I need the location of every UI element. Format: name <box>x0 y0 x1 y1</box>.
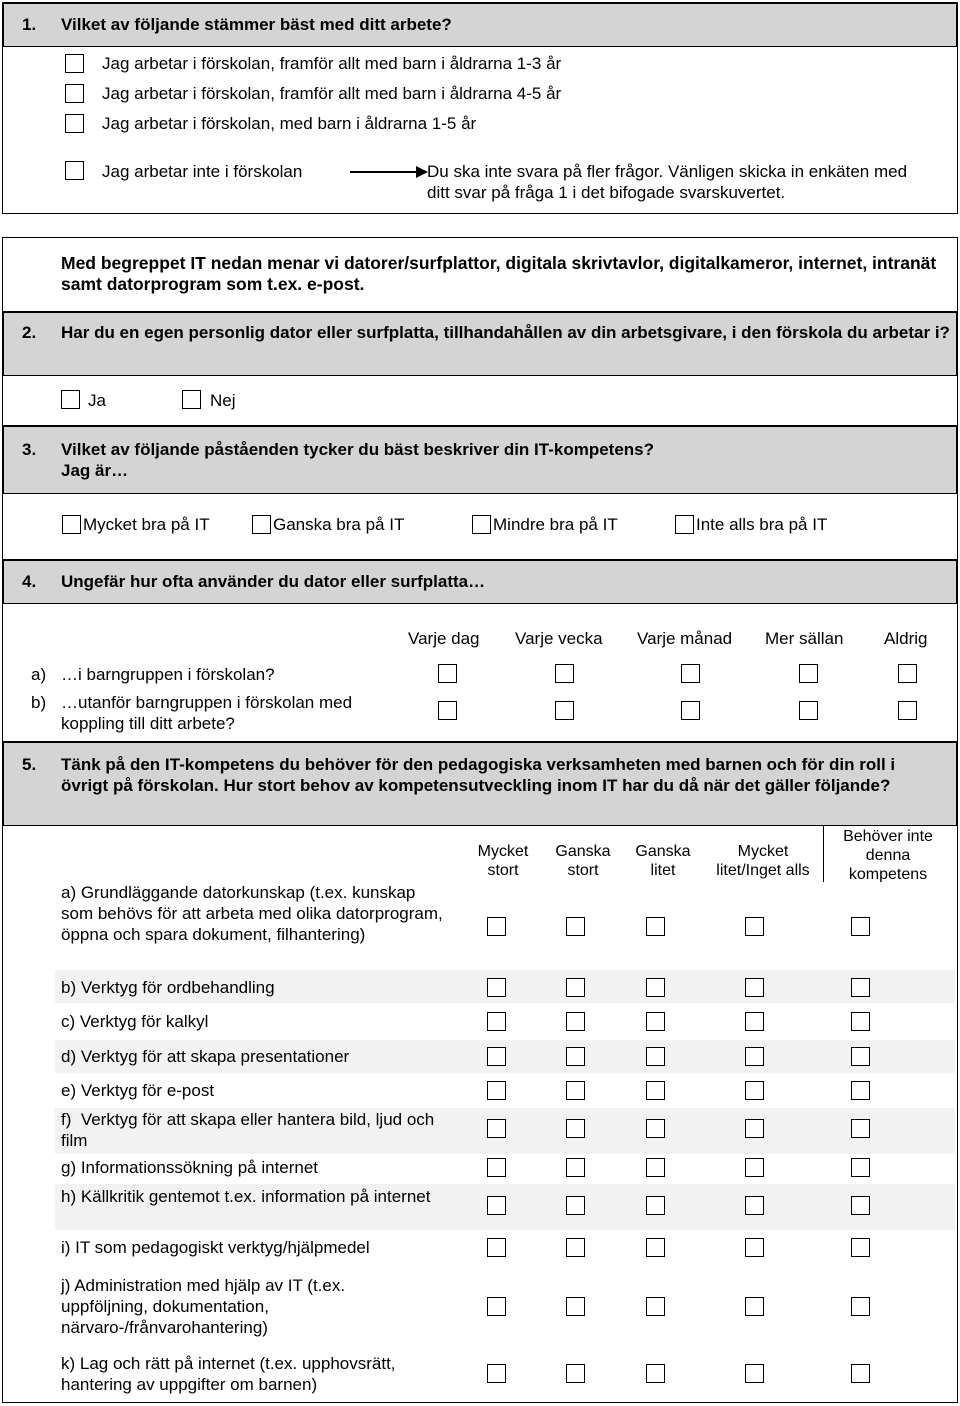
q5-d-col-2-checkbox[interactable] <box>566 1047 585 1066</box>
q5-h-col-4-checkbox[interactable] <box>745 1196 764 1215</box>
q5-c-col-3-checkbox[interactable] <box>646 1012 665 1031</box>
q5-row-d-text: d) Verktyg för att skapa presentationer <box>61 1047 350 1066</box>
q5-f-col-1-checkbox[interactable] <box>487 1119 506 1138</box>
q4-row-b-letter: b) <box>31 693 47 712</box>
q3-option-4-label: Inte alls bra på IT <box>696 515 828 534</box>
q5-k-col-1-checkbox[interactable] <box>487 1364 506 1383</box>
q4-b-mer-sallan-checkbox[interactable] <box>799 701 818 720</box>
q5-c-col-2-checkbox[interactable] <box>566 1012 585 1031</box>
q1-stop-note: Du ska inte svara på fler frågor. Vänligen skicka in enkäten med ditt svar på fråga 1 i det bifogade svarskuvertet. <box>427 162 908 202</box>
question-5-text: Tänk på den IT-kompetens du behöver för den pedagogiska verksamheten med barnen och för din roll i övrigt på förskolan. Hur stort behov av kompetensutveckling inom IT har du då när det gäller följande? <box>61 755 896 795</box>
q5-col-ganska-stort: Ganska stort <box>555 843 611 879</box>
q5-b-col-3-checkbox[interactable] <box>646 978 665 997</box>
question-3-text-line2: Jag är… <box>61 461 129 480</box>
q3-option-1-checkbox[interactable] <box>62 515 81 534</box>
q5-b-col-5-checkbox[interactable] <box>851 978 870 997</box>
it-definition-text: Med begreppet IT nedan menar vi datorer/surfplattor, digitala skrivtavlor, digitalkameror, internet, intranät samt datorprogram som t.ex. e-post. <box>61 253 937 294</box>
q2-option-nej-checkbox[interactable] <box>182 390 201 409</box>
q5-g-col-4-checkbox[interactable] <box>745 1158 764 1177</box>
q5-row-h-text: h) Källkritik gentemot t.ex. information på internet <box>61 1187 431 1206</box>
question-2-header <box>2 311 958 377</box>
question-1-text: Vilket av följande stämmer bäst med ditt arbete? <box>61 15 452 34</box>
question-1-number: 1. <box>22 15 37 34</box>
question-3-header <box>2 425 958 495</box>
q5-row-j-text: j) Administration med hjälp av IT (t.ex. uppföljning, dokumentation, närvaro-/frånvarohantering) <box>61 1276 346 1337</box>
q5-i-col-5-checkbox[interactable] <box>851 1238 870 1257</box>
q5-k-col-4-checkbox[interactable] <box>745 1364 764 1383</box>
q5-col-divider <box>823 826 824 882</box>
q4-col-aldrig: Aldrig <box>884 629 928 648</box>
question-2-text: Har du en egen personlig dator eller surfplatta, tillhandahållen av din arbetsgivare, i den förskola du arbetar i? <box>61 323 950 342</box>
question-3-number: 3. <box>22 440 37 459</box>
q1-option-2-label: Jag arbetar i förskolan, framför allt med barn i åldrarna 4-5 år <box>102 84 562 103</box>
q5-b-col-2-checkbox[interactable] <box>566 978 585 997</box>
q4-col-varje-vecka: Varje vecka <box>515 629 603 648</box>
q5-j-col-3-checkbox[interactable] <box>646 1297 665 1316</box>
q5-row-b-text: b) Verktyg för ordbehandling <box>61 978 275 997</box>
q5-c-col-4-checkbox[interactable] <box>745 1012 764 1031</box>
q5-col-mycket-litet: Mycket litet/Inget alls <box>716 843 810 879</box>
q1-option-2-checkbox[interactable] <box>65 84 84 103</box>
q5-h-col-3-checkbox[interactable] <box>646 1196 665 1215</box>
question-2-number: 2. <box>22 323 37 342</box>
q3-option-2-label: Ganska bra på IT <box>273 515 405 534</box>
q4-b-varje-vecka-checkbox[interactable] <box>555 701 574 720</box>
question-5-number: 5. <box>22 755 37 774</box>
q5-e-col-4-checkbox[interactable] <box>745 1081 764 1100</box>
q2-option-ja-checkbox[interactable] <box>61 390 80 409</box>
q5-f-col-5-checkbox[interactable] <box>851 1119 870 1138</box>
q3-option-2-checkbox[interactable] <box>252 515 271 534</box>
q5-d-col-3-checkbox[interactable] <box>646 1047 665 1066</box>
q5-g-col-3-checkbox[interactable] <box>646 1158 665 1177</box>
q5-row-e-text: e) Verktyg för e-post <box>61 1081 215 1100</box>
q3-option-3-checkbox[interactable] <box>472 515 491 534</box>
q4-a-mer-sallan-checkbox[interactable] <box>799 664 818 683</box>
q5-a-col-5-checkbox[interactable] <box>851 917 870 936</box>
q5-j-col-5-checkbox[interactable] <box>851 1297 870 1316</box>
q5-col-mycket-stort: Mycket stort <box>477 843 529 879</box>
q5-row-k-text: k) Lag och rätt på internet (t.ex. upphovsrätt, hantering av uppgifter om barnen) <box>61 1354 396 1394</box>
q5-f-col-4-checkbox[interactable] <box>745 1119 764 1138</box>
q5-row-f-text: f) Verktyg för att skapa eller hantera bild, ljud och film <box>61 1110 439 1150</box>
q4-col-varje-dag: Varje dag <box>408 629 480 648</box>
q5-d-col-4-checkbox[interactable] <box>745 1047 764 1066</box>
q5-a-col-4-checkbox[interactable] <box>745 917 764 936</box>
q4-row-a-text: …i barngruppen i förskolan? <box>61 665 275 684</box>
q5-f-col-3-checkbox[interactable] <box>646 1119 665 1138</box>
q1-option-4-label: Jag arbetar inte i förskolan <box>102 162 303 181</box>
q5-j-col-2-checkbox[interactable] <box>566 1297 585 1316</box>
q5-h-col-5-checkbox[interactable] <box>851 1196 870 1215</box>
q5-i-col-2-checkbox[interactable] <box>566 1238 585 1257</box>
q5-e-col-2-checkbox[interactable] <box>566 1081 585 1100</box>
q5-k-col-5-checkbox[interactable] <box>851 1364 870 1383</box>
q5-g-col-1-checkbox[interactable] <box>487 1158 506 1177</box>
q5-col-behover-inte: Behöver inte denna kompetens <box>843 828 933 882</box>
q4-a-aldrig-checkbox[interactable] <box>898 664 917 683</box>
q1-option-3-checkbox[interactable] <box>65 114 84 133</box>
q1-option-4-checkbox[interactable] <box>65 161 84 180</box>
q3-option-1-label: Mycket bra på IT <box>83 515 210 534</box>
q5-j-col-4-checkbox[interactable] <box>745 1297 764 1316</box>
q4-col-mer-sallan: Mer sällan <box>765 629 844 648</box>
q5-i-col-3-checkbox[interactable] <box>646 1238 665 1257</box>
q5-a-col-2-checkbox[interactable] <box>566 917 585 936</box>
q5-i-col-4-checkbox[interactable] <box>745 1238 764 1257</box>
q1-option-3-label: Jag arbetar i förskolan, med barn i åldrarna 1-5 år <box>102 114 477 133</box>
q5-f-col-2-checkbox[interactable] <box>566 1119 585 1138</box>
q3-option-3-label: Mindre bra på IT <box>493 515 618 534</box>
q3-option-4-checkbox[interactable] <box>675 515 694 534</box>
question-4-number: 4. <box>22 572 37 591</box>
q5-row-a-text: a) Grundläggande datorkunskap (t.ex. kunskap som behövs för att arbeta med olika datorprogram, öppna och spara dokument, filhantering) <box>61 883 443 944</box>
q2-option-ja-label: Ja <box>88 391 106 410</box>
q5-e-col-3-checkbox[interactable] <box>646 1081 665 1100</box>
q5-a-col-1-checkbox[interactable] <box>487 917 506 936</box>
q5-col-ganska-litet: Ganska litet <box>635 843 691 879</box>
q4-b-varje-dag-checkbox[interactable] <box>438 701 457 720</box>
q5-a-col-3-checkbox[interactable] <box>646 917 665 936</box>
q4-col-varje-manad: Varje månad <box>637 629 733 648</box>
q4-a-varje-dag-checkbox[interactable] <box>438 664 457 683</box>
question-4-text: Ungefär hur ofta använder du dator eller surfplatta… <box>61 572 486 591</box>
q4-b-aldrig-checkbox[interactable] <box>898 701 917 720</box>
q5-row-c-text: c) Verktyg för kalkyl <box>61 1012 209 1031</box>
q5-g-col-2-checkbox[interactable] <box>566 1158 585 1177</box>
q5-b-col-4-checkbox[interactable] <box>745 978 764 997</box>
q5-h-col-1-checkbox[interactable] <box>487 1196 506 1215</box>
q5-row-g-text: g) Informationssökning på internet <box>61 1158 319 1177</box>
q2-option-nej-label: Nej <box>210 391 236 410</box>
q5-g-col-5-checkbox[interactable] <box>851 1158 870 1177</box>
q5-row-i-text: i) IT som pedagogiskt verktyg/hjälpmedel <box>61 1238 370 1257</box>
arrow-right-icon <box>350 164 430 180</box>
q5-e-col-1-checkbox[interactable] <box>487 1081 506 1100</box>
q5-d-col-5-checkbox[interactable] <box>851 1047 870 1066</box>
q4-a-varje-manad-checkbox[interactable] <box>681 664 700 683</box>
q5-c-col-5-checkbox[interactable] <box>851 1012 870 1031</box>
q5-c-col-1-checkbox[interactable] <box>487 1012 506 1031</box>
q1-option-1-label: Jag arbetar i förskolan, framför allt med barn i åldrarna 1-3 år <box>102 54 562 73</box>
q5-j-col-1-checkbox[interactable] <box>487 1297 506 1316</box>
q5-col-behover-inte-clip <box>823 826 953 882</box>
q4-a-varje-vecka-checkbox[interactable] <box>555 664 574 683</box>
q5-d-col-1-checkbox[interactable] <box>487 1047 506 1066</box>
q4-b-varje-manad-checkbox[interactable] <box>681 701 700 720</box>
q1-option-1-checkbox[interactable] <box>65 54 84 73</box>
question-3-text: Vilket av följande påståenden tycker du bäst beskriver din IT-kompetens? <box>61 440 654 459</box>
q5-b-col-1-checkbox[interactable] <box>487 978 506 997</box>
q5-i-col-1-checkbox[interactable] <box>487 1238 506 1257</box>
q5-k-col-2-checkbox[interactable] <box>566 1364 585 1383</box>
question-2-options-box <box>2 375 958 427</box>
q4-row-b-text: …utanför barngruppen i förskolan med koppling till ditt arbete? <box>61 693 353 733</box>
q5-e-col-5-checkbox[interactable] <box>851 1081 870 1100</box>
q4-row-a-letter: a) <box>31 665 47 684</box>
q5-h-col-2-checkbox[interactable] <box>566 1196 585 1215</box>
q5-k-col-3-checkbox[interactable] <box>646 1364 665 1383</box>
